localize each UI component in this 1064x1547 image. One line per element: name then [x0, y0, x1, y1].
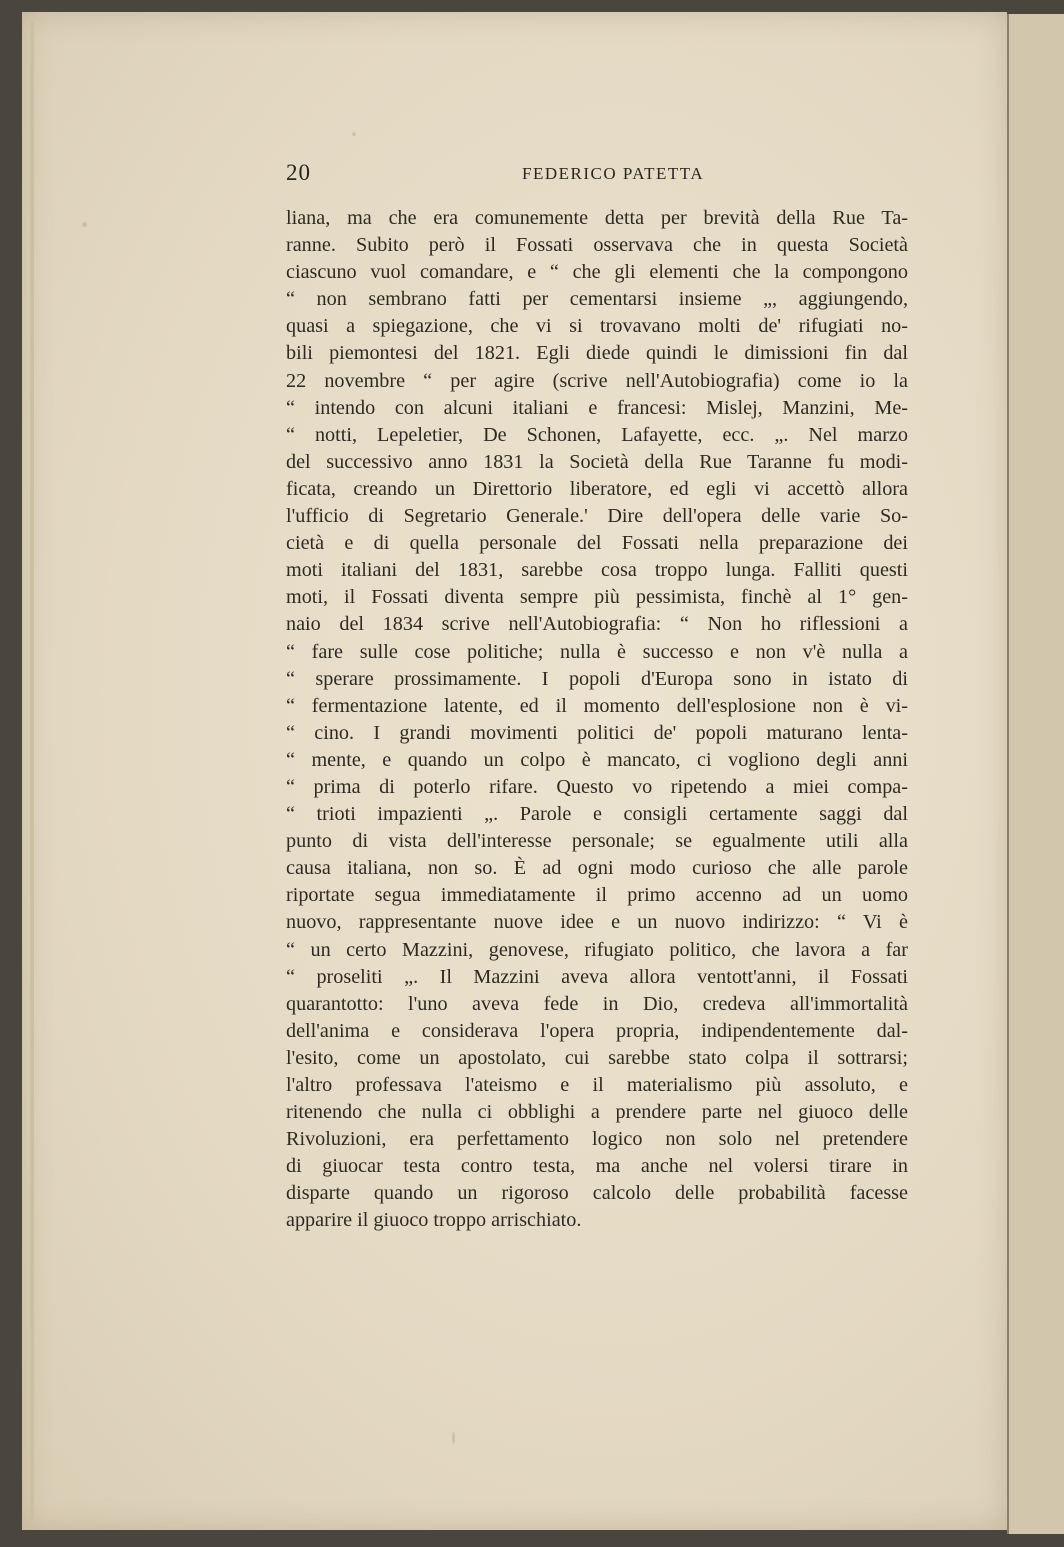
page-gutter [30, 22, 34, 1520]
text-line: Rivoluzioni, era perfettamento logico non solo nel pretendere [286, 1128, 908, 1151]
text-line: ranne. Subito però il Fossati osservava che in questa Società [286, 234, 908, 257]
text-line: “ fermentazione latente, ed il momento dell'esplosione non è vi- [286, 694, 908, 717]
running-head: FEDERICO PATETTA [522, 164, 705, 183]
text-line: ficata, creando un Direttorio liberatore, ed egli vi accettò allora [286, 477, 908, 500]
text-line: bili piemontesi del 1821. Egli diede quindi le dimissioni fin dal [286, 342, 908, 365]
text-line: “ sperare prossimamente. I popoli d'Europa sono in istato di [286, 667, 908, 690]
text-line: “ prima di poterlo rifare. Questo vo ripetendo a miei compa- [286, 775, 908, 798]
body-text [286, 205, 908, 1235]
text-line: ritenendo che nulla ci obblighi a prendere parte nel giuoco delle [286, 1101, 908, 1124]
page-header [286, 160, 906, 194]
text-line: di giuocar testa contro testa, ma anche nel volersi tirare in [286, 1155, 908, 1178]
text-line: dell'anima e considerava l'opera propria, indipendentemente dal- [286, 1019, 908, 1042]
text-line: moti italiani del 1831, sarebbe cosa troppo lunga. Falliti questi [286, 559, 908, 582]
text-line: causa italiana, non so. È ad ogni modo curioso che alle parole [286, 857, 908, 880]
text-line: quarantotto: l'uno aveva fede in Dio, credeva all'immortalità [286, 992, 908, 1015]
text-line: apparire il giuoco troppo arrischiato. [286, 1209, 582, 1232]
text-line: ciascuno vuol comandare, e “ che gli elementi che la compongono [286, 261, 908, 284]
text-line: “ cino. I grandi movimenti politici de' popoli maturano lenta- [286, 721, 908, 744]
page-number: 20 [286, 160, 311, 185]
text-line: l'ufficio di Segretario Generale.' Dire dell'opera delle varie So- [286, 505, 908, 528]
text-line: 22 novembre “ per agire (scrive nell'Autobiografia) come io la [286, 369, 908, 392]
text-line: cietà e di quella personale del Fossati nella preparazione dei [286, 532, 908, 555]
text-line: moti, il Fossati diventa sempre più pessimista, finchè al 1° gen- [286, 586, 908, 609]
text-line: del successivo anno 1831 la Società della Rue Taranne fu modi- [286, 450, 908, 473]
text-line: quasi a spiegazione, che vi si trovavano molti de' rifugiati no- [286, 315, 908, 338]
text-line: nuovo, rappresentante nuove idee e un nuovo indirizzo: “ Vi è [286, 911, 908, 934]
text-line: “ mente, e quando un colpo è mancato, ci vogliono degli anni [286, 748, 908, 771]
text-line: naio del 1834 scrive nell'Autobiografia: “ Non ho riflessioni a [286, 613, 908, 636]
text-line: punto di vista dell'interesse personale; se egualmente utili alla [286, 830, 908, 853]
text-line: “ notti, Lepeletier, De Schonen, Lafayette, ecc. „. Nel marzo [286, 423, 908, 446]
text-line: “ un certo Mazzini, genovese, rifugiato politico, che lavora a far [286, 938, 908, 961]
text-line: “ fare sulle cose politiche; nulla è successo e non v'è nulla a [286, 640, 908, 663]
text-line: riportate segua immediatamente il primo accenno ad un uomo [286, 884, 908, 907]
text-line: “ trioti impazienti „. Parole e consigli certamente saggi dal [286, 803, 908, 826]
foxing-spot [82, 222, 87, 227]
text-line: “ proseliti „. Il Mazzini aveva allora ventott'anni, il Fossati [286, 965, 908, 988]
text-line: “ non sembrano fatti per cementarsi insieme „, aggiungendo, [286, 288, 908, 311]
text-line: liana, ma che era comunemente detta per brevità della Rue Ta- [286, 207, 908, 229]
foxing-spot [352, 132, 356, 136]
text-line: l'esito, come un apostolato, cui sarebbe stato colpa il sottrarsi; [286, 1046, 908, 1069]
text-line: l'altro professava l'ateismo e il materialismo più assoluto, e [286, 1074, 908, 1096]
adjacent-page-edge [1007, 14, 1064, 1534]
text-line: “ intendo con alcuni italiani e francesi: Mislej, Manzini, Me- [286, 396, 908, 419]
foxing-spot [452, 1432, 455, 1444]
text-line: disparte quando un rigoroso calcolo delle probabilità facesse [286, 1182, 908, 1205]
